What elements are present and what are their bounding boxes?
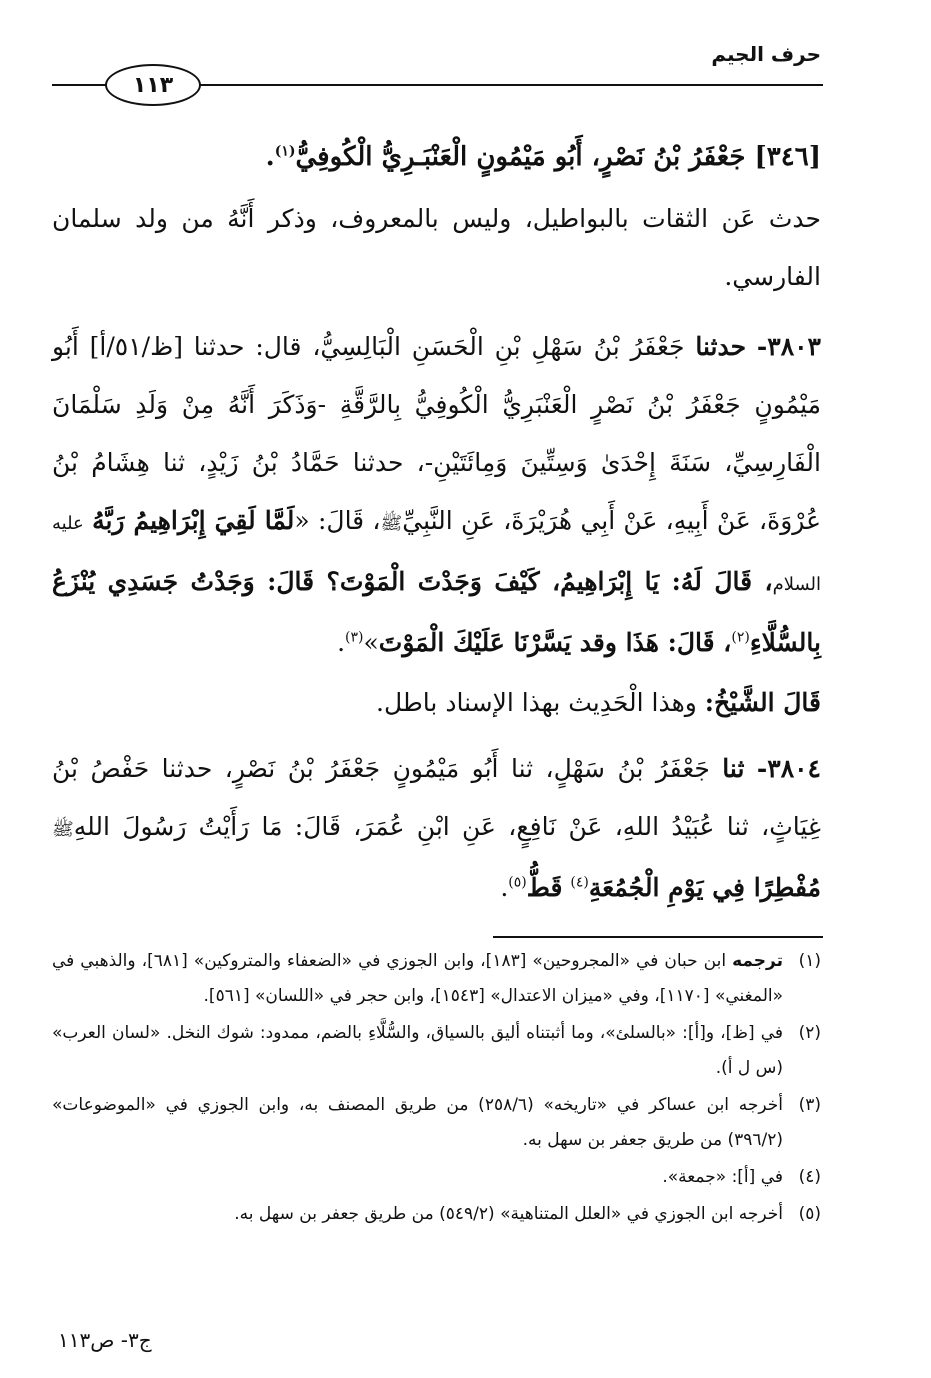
entry-number: [٣٤٦] bbox=[754, 142, 821, 172]
quote-close: » bbox=[363, 628, 379, 657]
entry-heading bbox=[52, 128, 821, 186]
hadith-lead-word: حدثنا bbox=[695, 332, 747, 361]
footnote-item bbox=[52, 944, 821, 1014]
footnote-number: (٣) bbox=[798, 1095, 821, 1115]
hadith-3804-paragraph bbox=[52, 740, 821, 917]
footnote-body: في [ظ]، و[أ]: «بالسلئ»، وما أثبتناه أليق بالسياق، والسُّلَّاءِ بالضم، ممدود: شوك النخل. «لسان العرب» (س ل أ). bbox=[52, 1023, 783, 1078]
isnad-text: جَعْفَرُ بْنُ سَهْلِ بْنِ الْحَسَنِ الْبَالِسِيُّ، قال: حدثنا bbox=[193, 332, 685, 361]
sheikh-note-paragraph bbox=[52, 674, 821, 732]
footnote-item bbox=[52, 1160, 821, 1195]
footnote-number: (٥) bbox=[798, 1204, 821, 1224]
footnote-item bbox=[52, 1016, 821, 1086]
sheikh-label: قَالَ الشَّيْخُ: bbox=[704, 688, 821, 717]
footnote-body: في [أ]: «جمعة». bbox=[662, 1167, 783, 1187]
sentence-end: . bbox=[500, 873, 509, 902]
sheikh-judgement: وهذا الْحَدِيث بهذا الإسناد باطل. bbox=[376, 688, 697, 717]
footnote-number: (١) bbox=[798, 951, 821, 971]
page-number-badge: ١١٣ bbox=[105, 64, 201, 106]
matn-text: ، قَالَ لَهُ: يَا إِبْرَاهِيمُ، كَيْفَ وَجَدْتَ الْمَوْتَ؟ قَالَ: وَجَدْتُ جَسَدِي يُنْزَعُ بِالسُّلَّاءِ bbox=[52, 567, 821, 657]
footnote-body: ابن حبان في «المجروحين» [١٨٣]، وابن الجوزي في «الضعفاء والمتروكين» [٦٨١]، والذهبي في «المغني» [١١٧٠]، وفي «ميزان الاعتدال» [١٥٤٣]، وابن حجر في «اللسان» [٥٦١]. bbox=[52, 951, 783, 1006]
footnote-ref-2[interactable]: (٢) bbox=[731, 629, 750, 646]
footnote-item bbox=[52, 1088, 821, 1158]
running-head: حرف الجيم bbox=[711, 42, 821, 66]
footnote-ref-4[interactable]: (٤) bbox=[570, 874, 589, 891]
footnotes-block bbox=[52, 944, 821, 1234]
matn-text: مُفْطِرًا فِي يَوْمِ الْجُمُعَةِ bbox=[588, 873, 821, 902]
matn-text: لَمَّا لَقِيَ إِبْرَاهِيمُ رَبَّهُ bbox=[92, 506, 295, 535]
footnote-ref-1[interactable]: (١) bbox=[274, 143, 296, 160]
salawat-glyph: ﷺ bbox=[380, 513, 403, 534]
footnote-number: (٢) bbox=[798, 1023, 821, 1043]
footnote-lead: ترجمه bbox=[732, 951, 784, 971]
footnote-separator bbox=[493, 936, 823, 938]
hadith-number: ٣٨٠٤- bbox=[756, 754, 821, 783]
salawat-glyph: ﷺ bbox=[52, 819, 74, 840]
matn-text: قَطُّ bbox=[526, 873, 563, 902]
entry-name: جَعْفَرُ بْنُ نَصْرٍ، أَبُو مَيْمُونٍ الْعَنْبَـرِيُّ الْكُوفِيُّ bbox=[295, 142, 746, 172]
footnote-item bbox=[52, 1197, 821, 1232]
hadith-lead-word: ثنا bbox=[722, 754, 745, 783]
isnad-text: ، قَالَ: « bbox=[294, 506, 381, 535]
footnote-number: (٤) bbox=[798, 1167, 821, 1187]
alayhi-salam-honorific: عليه السلام bbox=[52, 513, 821, 595]
matn-text: ، قَالَ: هَذَا وقد يَسَّرْنَا عَلَيْكَ الْمَوْتَ bbox=[378, 628, 732, 657]
entry-bio-paragraph: حدث عَن الثقات بالبواطيل، وليس بالمعروف، وذكر أَنَّهُ من ولد سلمان الفارسي. bbox=[52, 204, 821, 291]
footnote-ref-5[interactable]: (٥) bbox=[508, 874, 527, 891]
sentence-end: . bbox=[337, 628, 346, 657]
folio-reference: ج٣- ص١١٣ bbox=[58, 1328, 152, 1352]
isnad-text: جَعْفَرُ بْنُ سَهْلٍ، ثنا أَبُو مَيْمُونٍ جَعْفَرُ بْنُ نَصْرٍ، حدثنا حَفْصُ بْنُ غِيَاثٍ، ثنا عُبَيْدُ اللهِ، عَنْ نَافِعٍ، عَنِ ابْنِ عُمَرَ، قَالَ: مَا رَأَيْتُ رَسُولَ اللهِ bbox=[52, 754, 821, 841]
hadith-3803-paragraph bbox=[52, 318, 821, 672]
entry-heading-end: . bbox=[265, 142, 275, 172]
footnote-body: أخرجه ابن عساكر في «تاريخه» (٢٥٨/٦) من طريق المصنف به، وابن الجوزي في «الموضوعات» (٣٩٦/٢) من طريق جعفر بن سهل به. bbox=[52, 1095, 783, 1150]
footnote-body: أخرجه ابن الجوزي في «العلل المتناهية» (٥٤٩/٢) من طريق جعفر بن سهل به. bbox=[234, 1204, 783, 1224]
footnote-text bbox=[52, 944, 783, 1014]
hadith-number: ٣٨٠٣- bbox=[756, 332, 821, 361]
footnote-ref-3[interactable]: (٣) bbox=[345, 629, 364, 646]
isnad-text: أَبُو مَيْمُونٍ جَعْفَرُ بْنُ نَصْرٍ الْعَنْبَرِيُّ الْكُوفِيُّ بِالرَّقَّةِ -وَذَكَرَ أَنَّهُ مِنْ وَلَدِ سَلْمَانَ الْفَارِسِيِّ، سَنَةَ إِحْدَىٰ وَسِتِّينَ وَمِائَتَيْنِ-، حدثنا حَمَّادُ بْنُ زَيْدٍ، ثنا هِشَامُ بْنُ عُرْوَةَ، عَنْ أَبِيهِ، عَنْ أَبِي هُرَيْرَةَ، عَنِ النَّبِيِّ bbox=[52, 332, 822, 535]
manuscript-reference: [ظ/٥١/أ] bbox=[89, 332, 183, 361]
